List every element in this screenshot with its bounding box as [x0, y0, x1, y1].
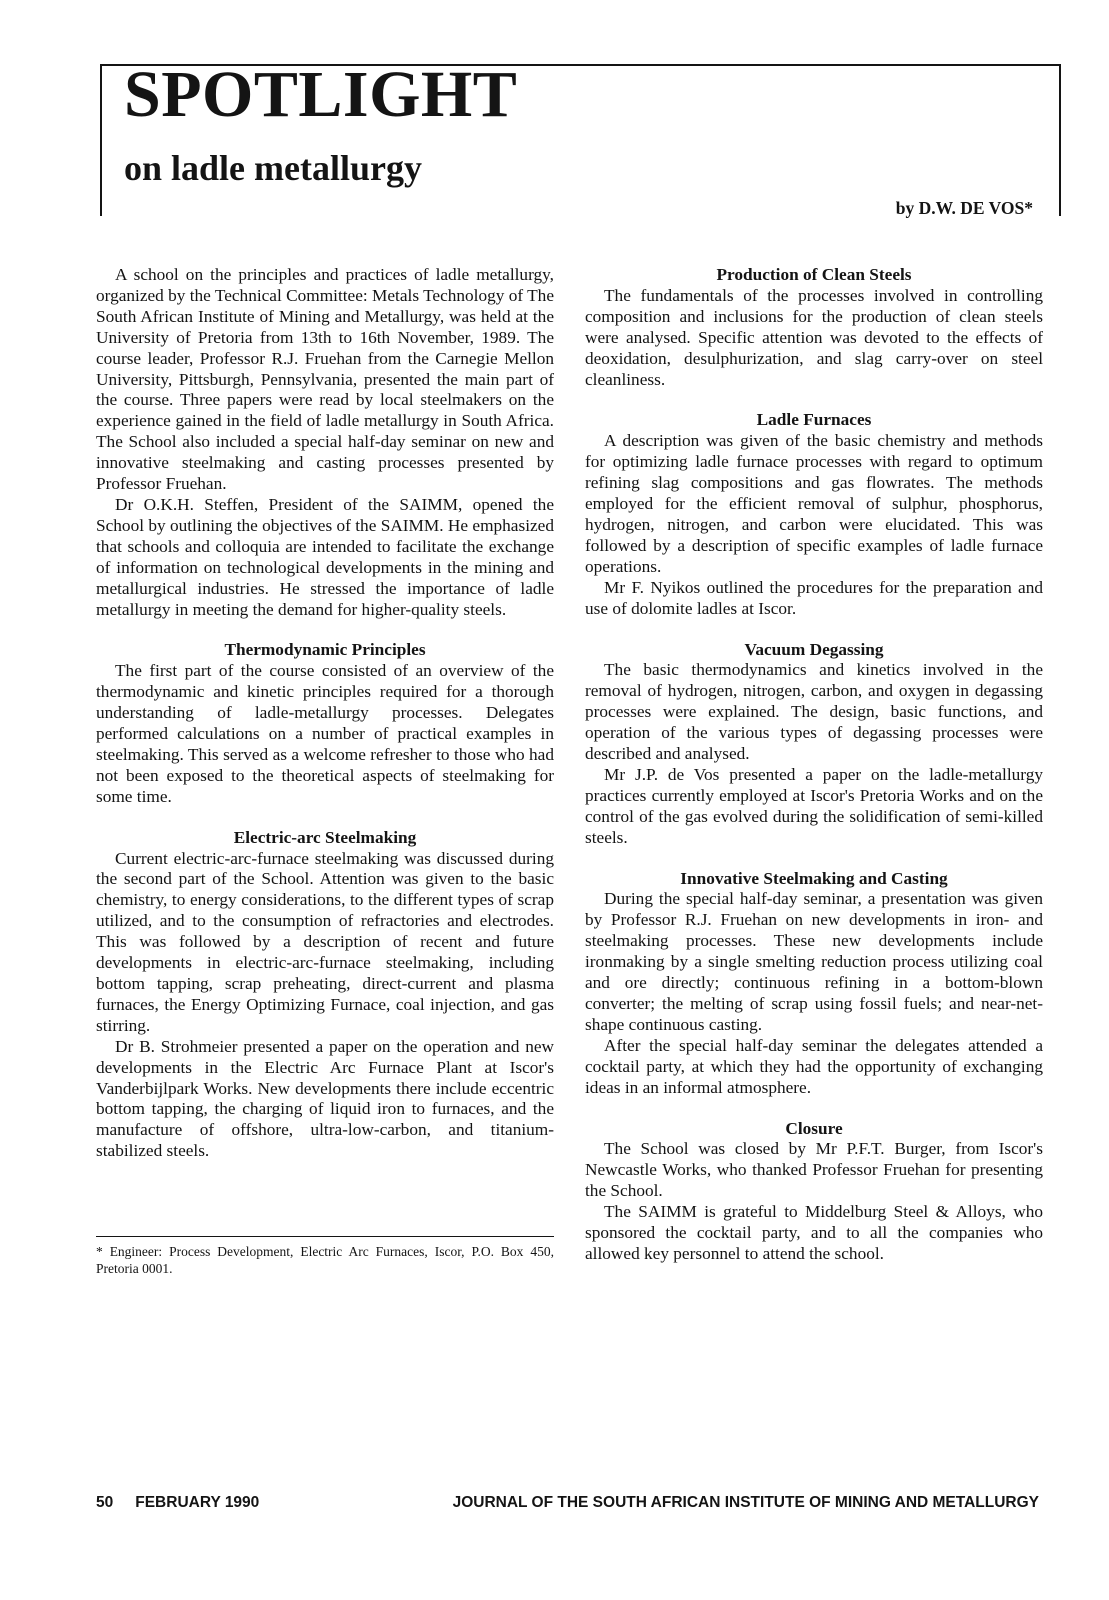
paragraph-clean-steels-1: The fundamentals of the processes involved in controlling composition and inclusions for the production of clean steels were analysed. Specific attention was devoted to the effects of deoxidation, desulphurization, and slag carry-over on steel cleanliness.: [585, 285, 1043, 389]
heading-vacuum-degassing: Vacuum Degassing: [744, 639, 884, 659]
paragraph-closure-2: The SAIMM is grateful to Middelburg Steel & Alloys, who sponsored the cocktail party, and to all the companies who allowed key personnel to attend the school.: [585, 1202, 1043, 1263]
page-title: SPOTLIGHT: [124, 58, 518, 131]
journal-name: JOURNAL OF THE SOUTH AFRICAN INSTITUTE OF MINING AND METALLURGY: [452, 1494, 1039, 1511]
author-byline: by D.W. DE VOS*: [895, 198, 1033, 218]
paragraph-ladle-furnaces-1: A description was given of the basic chemistry and methods for optimizing ladle furnace processes with regard to optimum refining slag compositions and gas flowrates. The methods employed for the efficient removal of sulphur, phosphorus, hydrogen, nitrogen, and carbon were elucidated. This was followed by a description of specific examples of ladle furnace operations.: [585, 431, 1043, 576]
heading-electric-arc-steelmaking: Electric-arc Steelmaking: [233, 827, 417, 847]
paragraph-intro-1: A school on the principles and practices of ladle metallurgy, organized by the Technical Committee: Metals Technology of The South African Institute of Mining and Metallurgy, was held at the University of Pretoria from 13th to 16th November, 1989. The course leader, Professor R.J. Fruehan from the Carnegie Mellon University, Pittsburgh, Pennsylvania, presented the main part of the course. Three papers were read by local steelmakers on the experience gained in the field of ladle metallurgy in South Africa. The School also included a special half-day seminar on new and innovative steelmaking and casting processes presented by Professor Fruehan.: [96, 265, 554, 494]
page-number: 50: [96, 1494, 114, 1511]
heading-closure: Closure: [785, 1118, 843, 1138]
issue-date: FEBRUARY 1990: [135, 1494, 260, 1511]
right-column: [585, 265, 1043, 1265]
left-column: [96, 265, 554, 1162]
heading-ladle-furnaces: Ladle Furnaces: [756, 410, 872, 430]
footnote: * Engineer: Process Development, Electric Arc Furnaces, Iscor, P.O. Box 450, Pretoria 0001.: [96, 1244, 554, 1276]
page-subtitle: on ladle metallurgy: [124, 148, 422, 188]
heading-clean-steels: Production of Clean Steels: [716, 265, 912, 284]
paragraph-closure-1: The School was closed by Mr P.F.T. Burger, from Iscor's Newcastle Works, who thanked Professor Fruehan for presenting the School.: [585, 1139, 1043, 1201]
heading-innovative-steelmaking: Innovative Steelmaking and Casting: [680, 868, 948, 888]
paragraph-vacuum-1: The basic thermodynamics and kinetics involved in the removal of hydrogen, nitrogen, carbon, and oxygen in degassing processes were explained. The design, basic functions, and operation of the various types of degassing processes were described and analysed.: [585, 660, 1043, 764]
paragraph-vacuum-2: Mr J.P. de Vos presented a paper on the ladle-metallurgy practices currently employed at Iscor's Pretoria Works and on the control of the gas evolved during the solidification of semi-killed steels.: [585, 764, 1043, 847]
footnote-rule: [96, 1236, 554, 1237]
footer-left: [96, 1494, 259, 1512]
paragraph-thermodynamic-1: The first part of the course consisted of an overview of the thermodynamic and kinetic principles required for a thorough understanding of ladle-metallurgy processes. Delegates performed calculations on a number of practical examples in steelmaking. This served as a welcome refresher to those who had not been exposed to the theoretical aspects of steelmaking for some time.: [96, 661, 554, 806]
paragraph-innovative-2: After the special half-day seminar the delegates attended a cocktail party, at which they had the opportunity of exchanging ideas in an informal atmosphere.: [585, 1035, 1043, 1097]
paragraph-innovative-1: During the special half-day seminar, a presentation was given by Professor R.J. Fruehan on new developments in iron- and steelmaking processes. These new developments include ironmaking by a single smelting reduction process utilizing coal and ore directly; continuous refining in a bottom-blown converter; the melting of scrap using fossil fuels; and near-net-shape continuous casting.: [585, 889, 1043, 1034]
paragraph-ladle-furnaces-2: Mr F. Nyikos outlined the procedures for the preparation and use of dolomite ladles at Iscor.: [585, 577, 1043, 618]
paragraph-electric-arc-2: Dr B. Strohmeier presented a paper on the operation and new developments in the Electric Arc Furnace Plant at Iscor's Vanderbijlpark Works. New developments there include eccentric bottom tapping, the charging of liquid iron to furnaces, and the manufacture of offshore, ultra-low-carbon, and titanium-stabilized steels.: [96, 1036, 554, 1161]
paragraph-intro-2: Dr O.K.H. Steffen, President of the SAIMM, opened the School by outlining the objectives of the SAIMM. He emphasized that schools and colloquia are intended to facilitate the exchange of information on technological developments in the mining and metallurgical industries. He stressed the importance of ladle metallurgy in meeting the demand for higher-quality steels.: [96, 494, 554, 619]
heading-thermodynamic-principles: Thermodynamic Principles: [224, 640, 426, 660]
paragraph-electric-arc-1: Current electric-arc-furnace steelmaking was discussed during the second part of the School. Attention was given to the basic chemistry, to energy considerations, to the different types of scrap utilized, and to the consumption of refractories and electrodes. This was followed by a description of recent and future developments in electric-arc-furnace steelmaking, including bottom tapping, scrap preheating, direct-current and plasma furnaces, the Energy Optimizing Furnace, coal injection, and gas stirring.: [96, 848, 554, 1035]
